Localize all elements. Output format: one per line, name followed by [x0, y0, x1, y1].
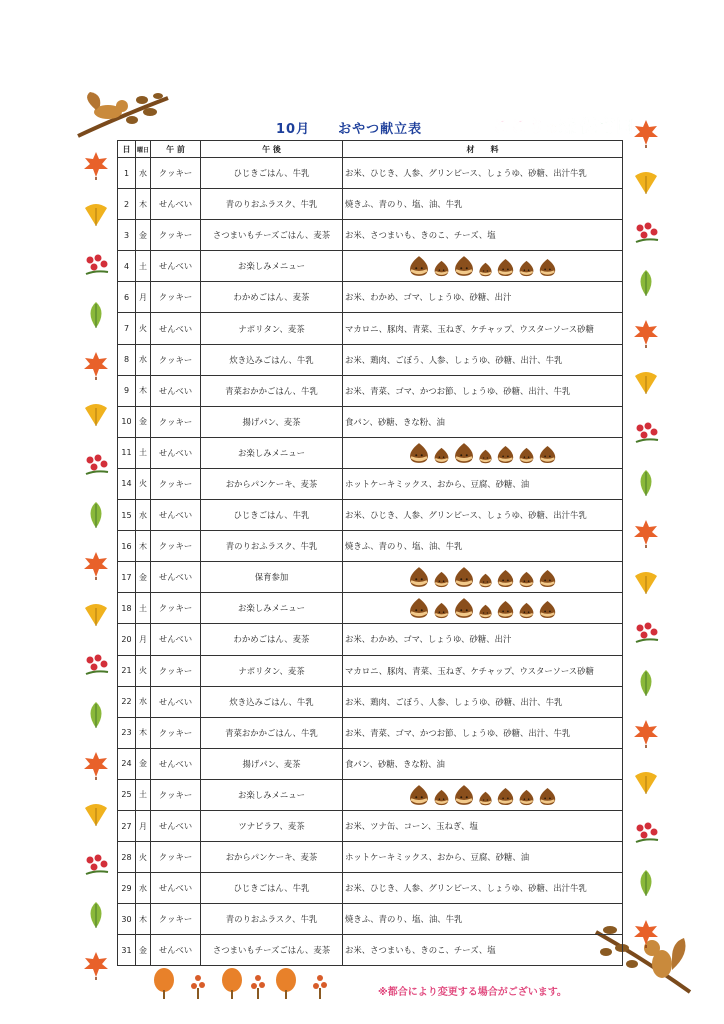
chestnut-icon: [538, 569, 557, 588]
pm-snack-cell: 青のりおふラスク、牛乳: [201, 904, 343, 935]
table-row: [118, 717, 623, 748]
chestnut-row: [345, 566, 620, 588]
ingredients-cell: 焼きふ、青のり、塩、油、牛乳: [343, 189, 623, 220]
autumn-leaf-icon: [632, 918, 660, 952]
logo-part-1: ここり: [492, 117, 546, 137]
pm-snack-cell: お楽しみメニュー: [201, 779, 343, 810]
table-row: [118, 282, 623, 313]
ingredients-cell: お米、さつまいも、きのこ、チーズ、塩: [343, 220, 623, 251]
ingredients-cell: 食パン、砂糖、きな粉、油: [343, 406, 623, 437]
day-cell: 27: [118, 810, 136, 841]
table-row: [118, 842, 623, 873]
pm-snack-cell: 青菜おかかごはん、牛乳: [201, 717, 343, 748]
autumn-leaf-icon: [632, 568, 660, 602]
chestnut-icon: [496, 258, 515, 277]
ingredients-cell: [343, 562, 623, 593]
day-cell: 14: [118, 468, 136, 499]
table-row: [118, 779, 623, 810]
chestnut-icon: [408, 597, 430, 619]
pm-snack-cell: 揚げパン、麦茶: [201, 748, 343, 779]
autumn-leaf-icon: [632, 418, 660, 452]
weekday-cell: 金: [136, 748, 151, 779]
autumn-leaf-icon: [82, 500, 110, 534]
pm-snack-cell: おからパンケーキ、麦茶: [201, 468, 343, 499]
pm-snack-cell: お楽しみメニュー: [201, 251, 343, 282]
chestnut-icon: [433, 602, 450, 619]
ingredients-cell: [343, 779, 623, 810]
am-snack-cell: せんべい: [151, 375, 201, 406]
autumn-leaf-icon: [82, 250, 110, 284]
autumn-leaf-icon: [82, 750, 110, 784]
ingredients-cell: 食パン、砂糖、きな粉、油: [343, 748, 623, 779]
chestnut-icon: [408, 784, 430, 806]
am-snack-cell: クッキー: [151, 406, 201, 437]
am-snack-cell: せんべい: [151, 624, 201, 655]
table-row: [118, 593, 623, 624]
am-snack-cell: クッキー: [151, 220, 201, 251]
weekday-cell: 水: [136, 500, 151, 531]
pm-snack-cell: ツナピラフ、麦茶: [201, 810, 343, 841]
squirrel-branch-illustration: [76, 88, 171, 144]
autumn-leaf-icon: [82, 600, 110, 634]
ingredients-cell: お米、わかめ、ゴマ、しょうゆ、砂糖、出汁: [343, 282, 623, 313]
ingredients-cell: [343, 437, 623, 468]
table-row: [118, 748, 623, 779]
month-label: 10月: [276, 122, 311, 137]
autumn-leaf-icon: [632, 168, 660, 202]
weekday-cell: 土: [136, 779, 151, 810]
day-cell: 7: [118, 313, 136, 344]
pm-snack-cell: ナポリタン、麦茶: [201, 313, 343, 344]
am-snack-cell: クッキー: [151, 282, 201, 313]
weekday-cell: 木: [136, 375, 151, 406]
weekday-cell: 月: [136, 624, 151, 655]
chestnut-row: [345, 784, 620, 806]
pm-snack-cell: 青菜おかかごはん、牛乳: [201, 375, 343, 406]
chestnut-row: [345, 597, 620, 619]
header-am: 午 前: [151, 141, 201, 158]
pm-snack-cell: さつまいもチーズごはん、麦茶: [201, 935, 343, 966]
day-cell: 30: [118, 904, 136, 935]
day-cell: 18: [118, 593, 136, 624]
ingredients-cell: マカロニ、豚肉、青菜、玉ねぎ、ケチャップ、ウスターソース砂糖: [343, 655, 623, 686]
autumn-leaf-icon: [82, 700, 110, 734]
chestnut-icon: [496, 445, 515, 464]
weekday-cell: 土: [136, 437, 151, 468]
autumn-leaf-icon: [82, 950, 110, 984]
ingredients-cell: お米、わかめ、ゴマ、しょうゆ、砂糖、出汁: [343, 624, 623, 655]
ingredients-cell: お米、さつまいも、きのこ、チーズ、塩: [343, 935, 623, 966]
day-cell: 6: [118, 282, 136, 313]
autumn-leaf-icon: [82, 800, 110, 834]
chestnut-icon: [496, 787, 515, 806]
am-snack-cell: せんべい: [151, 189, 201, 220]
am-snack-cell: クッキー: [151, 904, 201, 935]
day-cell: 29: [118, 873, 136, 904]
chestnut-icon: [433, 447, 450, 464]
ingredients-cell: お米、青菜、ゴマ、かつお節、しょうゆ、砂糖、出汁、牛乳: [343, 717, 623, 748]
weekday-cell: 水: [136, 873, 151, 904]
am-snack-cell: クッキー: [151, 531, 201, 562]
day-cell: 15: [118, 500, 136, 531]
logo-part-2: の: [546, 121, 560, 135]
am-snack-cell: せんべい: [151, 500, 201, 531]
logo-part-4: 保育園: [580, 117, 635, 137]
table-row: [118, 500, 623, 531]
chestnut-icon: [433, 789, 450, 806]
day-cell: 23: [118, 717, 136, 748]
nursery-logo: [492, 112, 634, 137]
chestnut-icon: [478, 262, 493, 277]
table-row: [118, 406, 623, 437]
ingredients-cell: お米、ひじき、人参、グリンピース、しょうゆ、砂糖、出汁牛乳: [343, 158, 623, 189]
ingredients-cell: 焼きふ、青のり、塩、油、牛乳: [343, 904, 623, 935]
pm-snack-cell: 青のりおふラスク、牛乳: [201, 189, 343, 220]
weekday-cell: 水: [136, 158, 151, 189]
weekday-cell: 火: [136, 842, 151, 873]
am-snack-cell: せんべい: [151, 313, 201, 344]
pm-snack-cell: さつまいもチーズごはん、麦茶: [201, 220, 343, 251]
weekday-cell: 木: [136, 717, 151, 748]
autumn-leaf-icon: [632, 268, 660, 302]
chestnut-icon: [518, 571, 535, 588]
table-row: [118, 375, 623, 406]
autumn-leaf-icon: [632, 468, 660, 502]
table-row: [118, 251, 623, 282]
day-cell: 2: [118, 189, 136, 220]
autumn-leaf-icon: [632, 768, 660, 802]
autumn-leaf-icon: [82, 650, 110, 684]
table-header-row: [118, 141, 623, 158]
pm-snack-cell: 炊き込みごはん、牛乳: [201, 344, 343, 375]
day-cell: 8: [118, 344, 136, 375]
pm-snack-cell: わかめごはん、麦茶: [201, 282, 343, 313]
am-snack-cell: せんべい: [151, 748, 201, 779]
am-snack-cell: クッキー: [151, 344, 201, 375]
am-snack-cell: クッキー: [151, 468, 201, 499]
ingredients-cell: お米、ひじき、人参、グリンピース、しょうゆ、砂糖、出汁牛乳: [343, 500, 623, 531]
ingredients-cell: [343, 593, 623, 624]
chestnut-icon: [518, 260, 535, 277]
ingredients-cell: お米、鶏肉、ごぼう、人参、しょうゆ、砂糖、出汁、牛乳: [343, 686, 623, 717]
change-notice: ※都合により変更する場合がございます。: [378, 987, 567, 998]
am-snack-cell: クッキー: [151, 158, 201, 189]
am-snack-cell: クッキー: [151, 717, 201, 748]
autumn-leaf-icon: [632, 618, 660, 652]
chestnut-icon: [478, 449, 493, 464]
ingredients-cell: マカロニ、豚肉、青菜、玉ねぎ、ケチャップ、ウスターソース砂糖: [343, 313, 623, 344]
day-cell: 9: [118, 375, 136, 406]
chestnut-icon: [453, 566, 475, 588]
chestnut-icon: [453, 784, 475, 806]
weekday-cell: 木: [136, 189, 151, 220]
table-row: [118, 873, 623, 904]
pm-snack-cell: お楽しみメニュー: [201, 437, 343, 468]
autumn-leaf-icon: [82, 150, 110, 184]
ingredients-cell: ホットケーキミックス、おから、豆腐、砂糖、油: [343, 842, 623, 873]
weekday-cell: 金: [136, 406, 151, 437]
table-row: [118, 189, 623, 220]
autumn-leaf-icon: [82, 850, 110, 884]
autumn-leaf-icon: [632, 318, 660, 352]
pm-snack-cell: 青のりおふラスク、牛乳: [201, 531, 343, 562]
weekday-cell: 木: [136, 531, 151, 562]
chestnut-icon: [518, 789, 535, 806]
weekday-cell: 金: [136, 935, 151, 966]
snack-menu-table: [117, 140, 623, 966]
weekday-cell: 火: [136, 468, 151, 499]
weekday-cell: 火: [136, 655, 151, 686]
ingredients-cell: ホットケーキミックス、おから、豆腐、砂糖、油: [343, 468, 623, 499]
day-cell: 10: [118, 406, 136, 437]
pm-snack-cell: おからパンケーキ、麦茶: [201, 842, 343, 873]
day-cell: 3: [118, 220, 136, 251]
pm-snack-cell: わかめごはん、麦茶: [201, 624, 343, 655]
autumn-leaf-icon: [632, 718, 660, 752]
table-row: [118, 313, 623, 344]
header-day: 日: [118, 141, 136, 158]
header-ingredients: 材 料: [343, 141, 623, 158]
day-cell: 24: [118, 748, 136, 779]
autumn-leaf-icon: [82, 900, 110, 934]
weekday-cell: 木: [136, 904, 151, 935]
pm-snack-cell: ひじきごはん、牛乳: [201, 158, 343, 189]
am-snack-cell: せんべい: [151, 810, 201, 841]
autumn-leaf-icon: [632, 818, 660, 852]
day-cell: 17: [118, 562, 136, 593]
chestnut-icon: [538, 600, 557, 619]
autumn-leaf-icon: [82, 400, 110, 434]
chestnut-icon: [453, 597, 475, 619]
table-row: [118, 562, 623, 593]
day-cell: 22: [118, 686, 136, 717]
chestnut-icon: [433, 260, 450, 277]
pm-snack-cell: ひじきごはん、牛乳: [201, 873, 343, 904]
autumn-leaf-icon: [632, 668, 660, 702]
autumn-leaf-icon: [82, 200, 110, 234]
chestnut-icon: [478, 604, 493, 619]
title-label: おやつ献立表: [338, 122, 423, 137]
autumn-leaf-icon: [82, 550, 110, 584]
am-snack-cell: せんべい: [151, 873, 201, 904]
ingredients-cell: お米、ひじき、人参、グリンピース、しょうゆ、砂糖、出汁牛乳: [343, 873, 623, 904]
day-cell: 31: [118, 935, 136, 966]
chestnut-icon: [538, 787, 557, 806]
table-row: [118, 904, 623, 935]
am-snack-cell: せんべい: [151, 562, 201, 593]
chestnut-icon: [408, 566, 430, 588]
ingredients-cell: お米、ツナ缶、コーン、玉ねぎ、塩: [343, 810, 623, 841]
chestnut-icon: [453, 442, 475, 464]
day-cell: 1: [118, 158, 136, 189]
weekday-cell: 金: [136, 562, 151, 593]
header-pm: 午 後: [201, 141, 343, 158]
am-snack-cell: クッキー: [151, 593, 201, 624]
autumn-leaf-icon: [632, 368, 660, 402]
am-snack-cell: クッキー: [151, 655, 201, 686]
am-snack-cell: クッキー: [151, 842, 201, 873]
autumn-leaf-icon: [632, 218, 660, 252]
chestnut-row: [345, 442, 620, 464]
table-row: [118, 655, 623, 686]
am-snack-cell: せんべい: [151, 251, 201, 282]
chestnut-icon: [433, 571, 450, 588]
pm-snack-cell: 揚げパン、麦茶: [201, 406, 343, 437]
table-row: [118, 935, 623, 966]
ingredients-cell: [343, 251, 623, 282]
table-row: [118, 468, 623, 499]
day-cell: 16: [118, 531, 136, 562]
weekday-cell: 金: [136, 220, 151, 251]
day-cell: 28: [118, 842, 136, 873]
autumn-leaf-icon: [632, 868, 660, 902]
pm-snack-cell: ナポリタン、麦茶: [201, 655, 343, 686]
ingredients-cell: お米、青菜、ゴマ、かつお節、しょうゆ、砂糖、出汁、牛乳: [343, 375, 623, 406]
weekday-cell: 水: [136, 344, 151, 375]
chestnut-icon: [496, 569, 515, 588]
autumn-leaf-icon: [82, 450, 110, 484]
am-snack-cell: クッキー: [151, 779, 201, 810]
logo-part-3: 森: [559, 117, 578, 137]
autumn-leaf-icon: [632, 118, 660, 152]
pm-snack-cell: 炊き込みごはん、牛乳: [201, 686, 343, 717]
header-weekday: 曜日: [136, 141, 151, 158]
am-snack-cell: せんべい: [151, 437, 201, 468]
chestnut-icon: [408, 442, 430, 464]
table-row: [118, 437, 623, 468]
weekday-cell: 月: [136, 810, 151, 841]
chestnut-icon: [478, 791, 493, 806]
day-cell: 20: [118, 624, 136, 655]
table-row: [118, 158, 623, 189]
am-snack-cell: せんべい: [151, 935, 201, 966]
table-row: [118, 686, 623, 717]
day-cell: 11: [118, 437, 136, 468]
chestnut-icon: [538, 445, 557, 464]
pm-snack-cell: お楽しみメニュー: [201, 593, 343, 624]
chestnut-icon: [496, 600, 515, 619]
page-title: [276, 118, 422, 137]
ingredients-cell: 焼きふ、青のり、塩、油、牛乳: [343, 531, 623, 562]
table-row: [118, 531, 623, 562]
weekday-cell: 土: [136, 593, 151, 624]
table-row: [118, 624, 623, 655]
chestnut-icon: [453, 255, 475, 277]
chestnut-icon: [538, 258, 557, 277]
weekday-cell: 月: [136, 282, 151, 313]
day-cell: 25: [118, 779, 136, 810]
table-row: [118, 344, 623, 375]
pm-snack-cell: 保育参加: [201, 562, 343, 593]
pm-snack-cell: ひじきごはん、牛乳: [201, 500, 343, 531]
am-snack-cell: せんべい: [151, 686, 201, 717]
autumn-leaf-icon: [82, 350, 110, 384]
table-row: [118, 220, 623, 251]
day-cell: 4: [118, 251, 136, 282]
chestnut-icon: [408, 255, 430, 277]
table-row: [118, 810, 623, 841]
weekday-cell: 火: [136, 313, 151, 344]
ingredients-cell: お米、鶏肉、ごぼう、人参、しょうゆ、砂糖、出汁、牛乳: [343, 344, 623, 375]
chestnut-row: [345, 255, 620, 277]
chestnut-icon: [478, 573, 493, 588]
autumn-leaf-icon: [82, 300, 110, 334]
autumn-leaf-icon: [632, 518, 660, 552]
chestnut-icon: [518, 447, 535, 464]
weekday-cell: 土: [136, 251, 151, 282]
weekday-cell: 水: [136, 686, 151, 717]
tree-row-illustration: [150, 966, 340, 1000]
day-cell: 21: [118, 655, 136, 686]
chestnut-icon: [518, 602, 535, 619]
